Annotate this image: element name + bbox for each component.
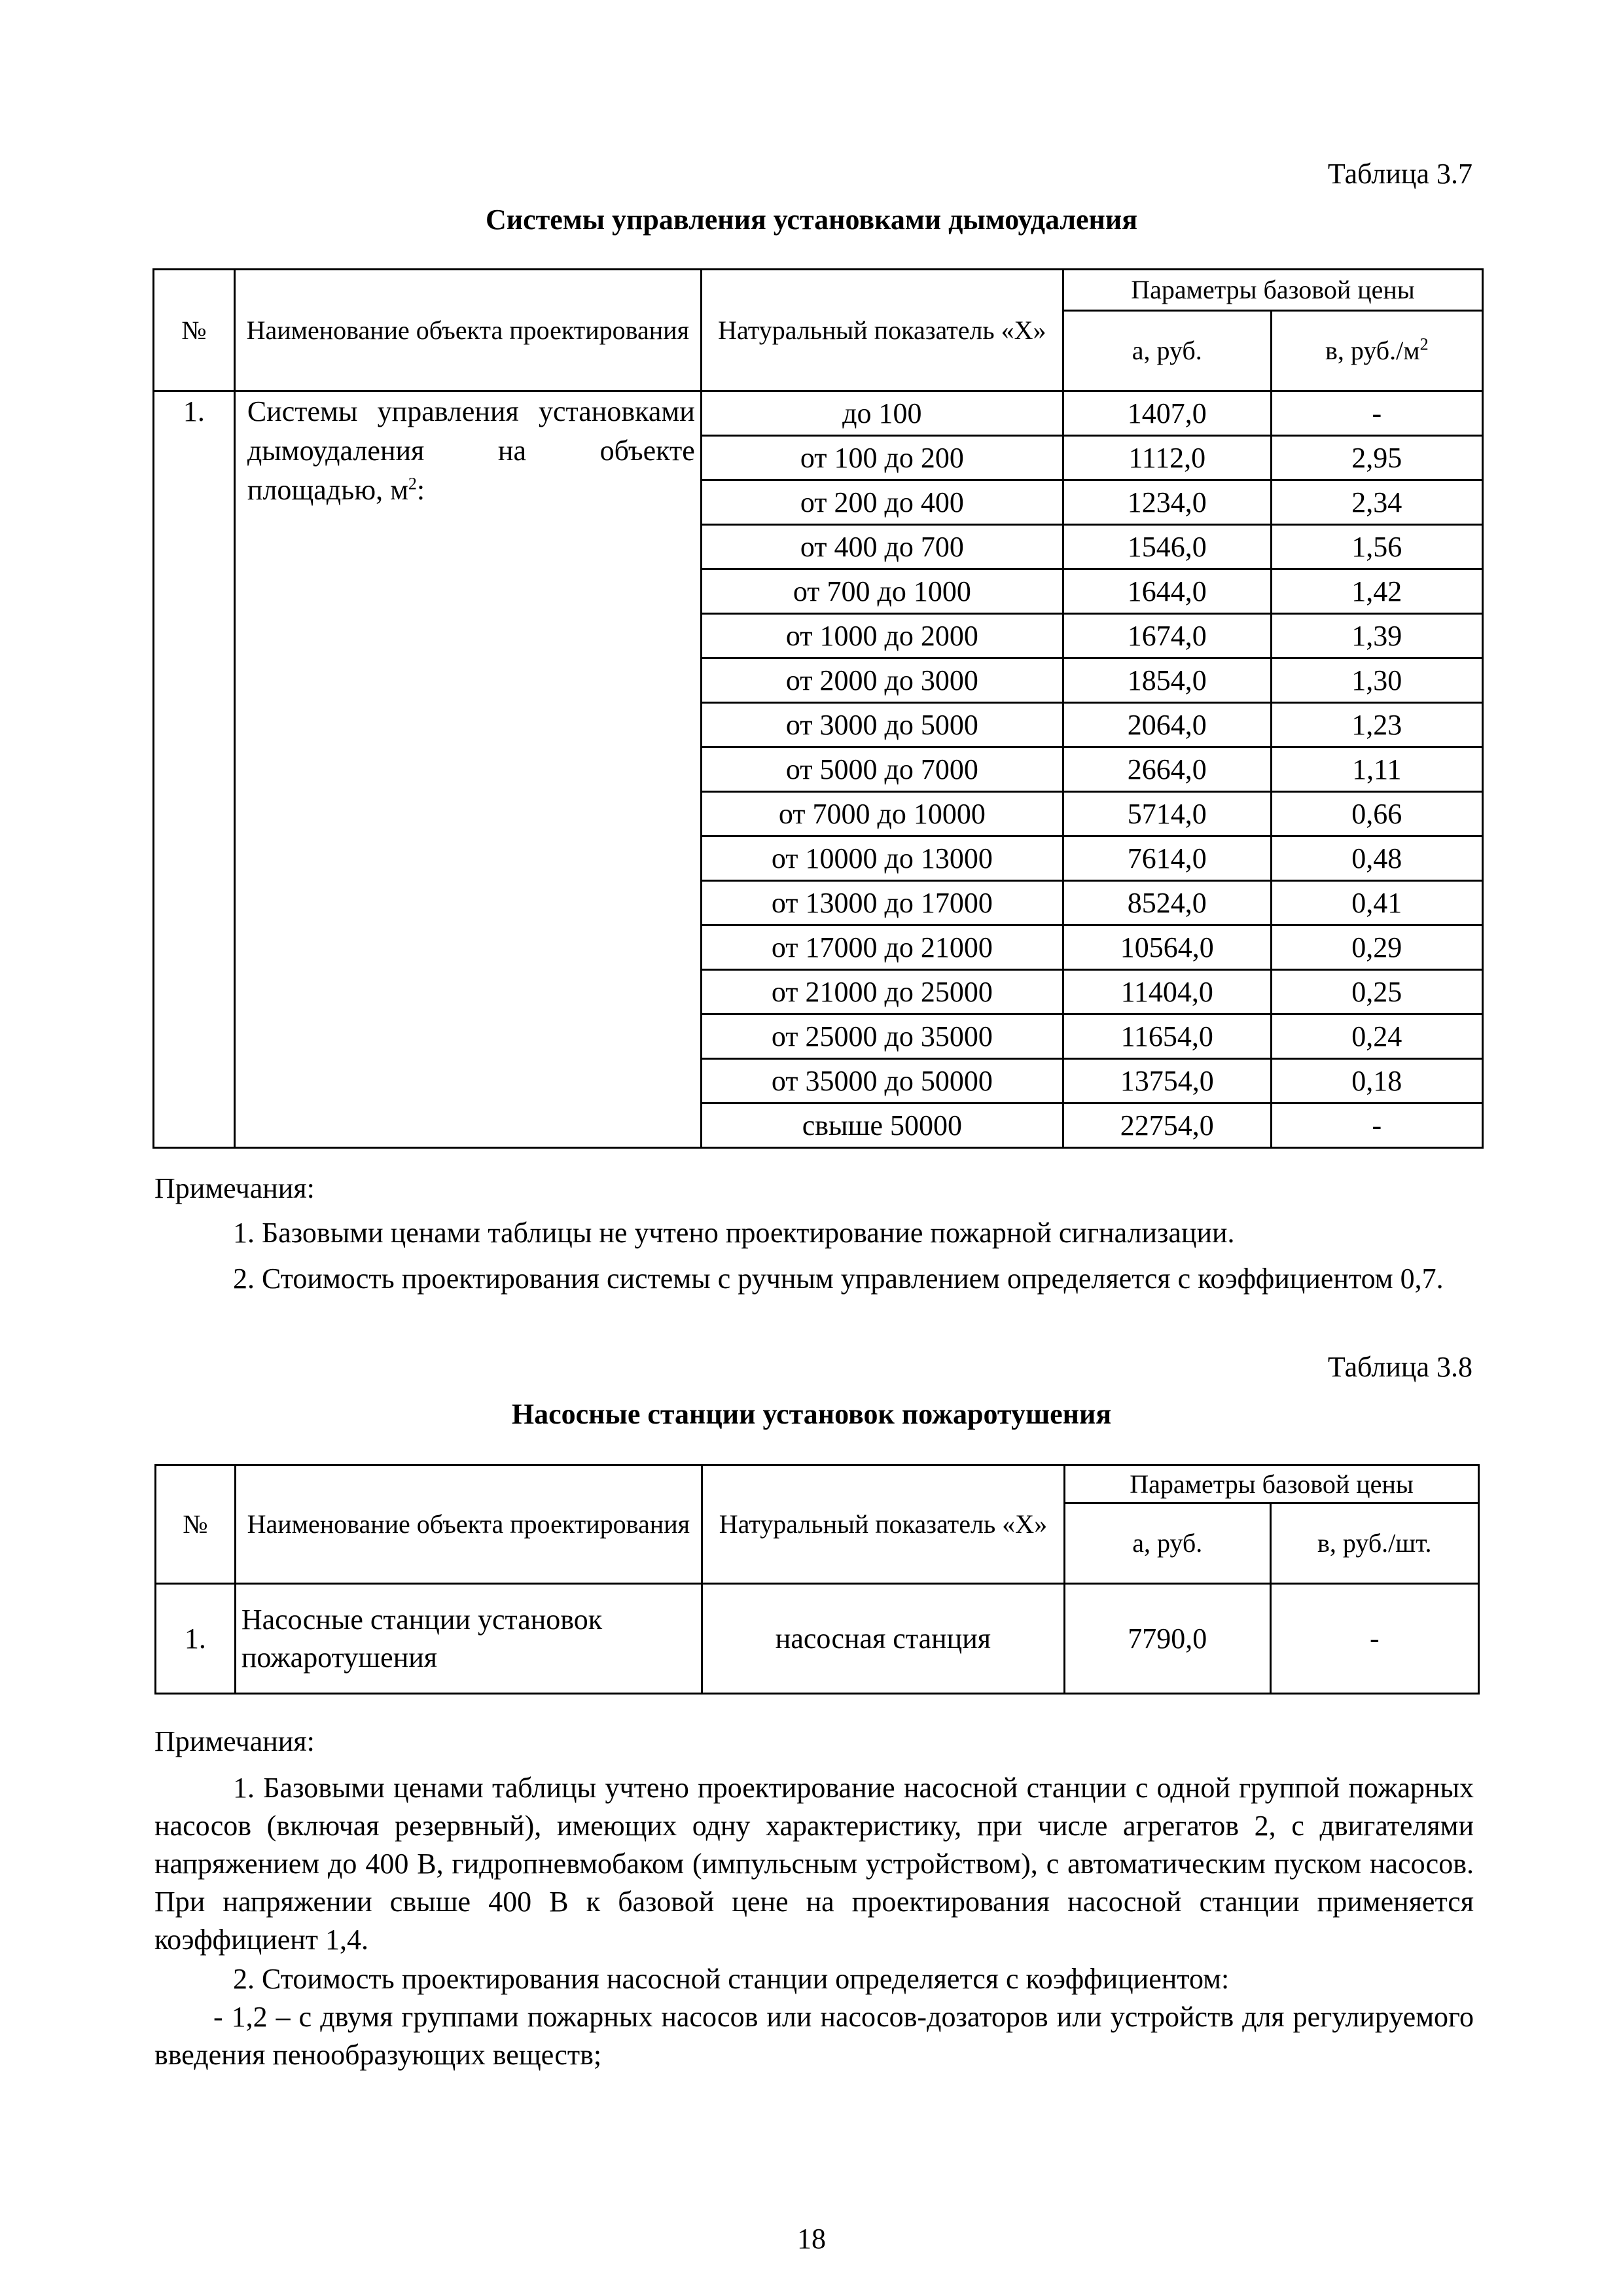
header-name: Наименование объекта проектирования xyxy=(235,1465,702,1584)
cell-a: 1546,0 xyxy=(1063,525,1271,569)
cell-b: 1,30 xyxy=(1271,658,1482,703)
cell-b: 0,66 xyxy=(1271,792,1482,836)
cell-x: от 3000 до 5000 xyxy=(701,703,1063,747)
cell-b: 0,25 xyxy=(1271,970,1482,1014)
table-3-7-note-2: 2. Стоимость проектирования системы с ручным управлением определяется с коэффициентом 0,7. xyxy=(233,1263,1444,1295)
cell-b: 2,34 xyxy=(1271,480,1482,525)
cell-a: 1674,0 xyxy=(1063,614,1271,658)
cell-x: от 1000 до 2000 xyxy=(701,614,1063,658)
header-natural: Натуральный показатель «Х» xyxy=(701,270,1063,391)
cell-x: от 2000 до 3000 xyxy=(701,658,1063,703)
cell-x: от 7000 до 10000 xyxy=(701,792,1063,836)
cell-a: 11404,0 xyxy=(1063,970,1271,1014)
cell-b: 0,18 xyxy=(1271,1059,1482,1103)
cell-x: насосная станция xyxy=(702,1584,1064,1694)
cell-b: 1,56 xyxy=(1271,525,1482,569)
table-3-8-title: Насосные станции установок пожаротушения xyxy=(511,1398,1112,1430)
table-row xyxy=(156,1584,1479,1694)
cell-x: от 21000 до 25000 xyxy=(701,970,1063,1014)
cell-a: 7614,0 xyxy=(1063,836,1271,881)
cell-name-tail: : xyxy=(416,474,425,506)
cell-a: 10564,0 xyxy=(1063,925,1271,970)
header-params: Параметры базовой цены xyxy=(1063,270,1482,311)
cell-b: - xyxy=(1271,1103,1482,1148)
header-b xyxy=(1271,311,1482,391)
cell-b: 0,29 xyxy=(1271,925,1482,970)
cell-name xyxy=(234,391,701,1148)
cell-a: 5714,0 xyxy=(1063,792,1271,836)
table-3-7-title: Системы управления установками дымоудаления xyxy=(485,204,1138,236)
table-3-7-notes-heading: Примечания: xyxy=(154,1172,315,1204)
table-row xyxy=(154,391,1483,436)
table-3-8-label: Таблица 3.8 xyxy=(1327,1351,1472,1383)
cell-x: от 200 до 400 xyxy=(701,480,1063,525)
header-a: а, руб. xyxy=(1063,311,1271,391)
header-name: Наименование объекта проектирования xyxy=(234,270,701,391)
page-number: 18 xyxy=(797,2223,826,2255)
cell-a: 2064,0 xyxy=(1063,703,1271,747)
table-3-8-notes-heading: Примечания: xyxy=(154,1725,315,1757)
cell-a: 13754,0 xyxy=(1063,1059,1271,1103)
cell-x: от 35000 до 50000 xyxy=(701,1059,1063,1103)
cell-a: 1407,0 xyxy=(1063,391,1271,436)
cell-name: Насосные станции установок пожаротушения xyxy=(235,1584,702,1694)
cell-x: от 400 до 700 xyxy=(701,525,1063,569)
cell-b: 0,41 xyxy=(1271,881,1482,925)
cell-b: 0,48 xyxy=(1271,836,1482,881)
cell-x: от 5000 до 7000 xyxy=(701,747,1063,792)
cell-x: от 100 до 200 xyxy=(701,436,1063,480)
cell-b: 2,95 xyxy=(1271,436,1482,480)
cell-x: до 100 xyxy=(701,391,1063,436)
header-num: № xyxy=(154,270,235,391)
cell-b: 1,39 xyxy=(1271,614,1482,658)
cell-b: - xyxy=(1270,1584,1478,1694)
cell-x: свыше 50000 xyxy=(701,1103,1063,1148)
cell-x: от 700 до 1000 xyxy=(701,569,1063,614)
cell-a: 8524,0 xyxy=(1063,881,1271,925)
cell-a: 1234,0 xyxy=(1063,480,1271,525)
cell-a: 1854,0 xyxy=(1063,658,1271,703)
cell-x: от 10000 до 13000 xyxy=(701,836,1063,881)
cell-x: от 13000 до 17000 xyxy=(701,881,1063,925)
table-3-8 xyxy=(154,1464,1480,1695)
cell-name-sup: 2 xyxy=(408,474,417,493)
table-3-8-note-1: 1. Базовыми ценами таблицы учтено проектирование насосной станции с одной группой пожарных насосов (включая резервный), имеющих одну характеристику, при числе агрегатов 2, с двигателями напряжением до 400 В, гидропневмобаком (импульсным устройством), с автоматическим пуском насосов. При напряжении свыше 400 В к базовой цене на проектирования насосной станции применяется коэффициент 1,4. xyxy=(154,1772,1474,1956)
header-a: а, руб. xyxy=(1065,1503,1271,1584)
table-3-7-body xyxy=(154,391,1483,1148)
header-b-text: в, руб./м xyxy=(1325,336,1420,365)
cell-a: 11654,0 xyxy=(1063,1014,1271,1059)
table-3-7 xyxy=(152,268,1484,1149)
cell-b: - xyxy=(1271,391,1482,436)
table-3-7-label: Таблица 3.7 xyxy=(1327,158,1472,190)
cell-b: 1,23 xyxy=(1271,703,1482,747)
cell-a: 1644,0 xyxy=(1063,569,1271,614)
cell-num: 1. xyxy=(154,391,235,1148)
header-num: № xyxy=(156,1465,236,1584)
cell-b: 1,11 xyxy=(1271,747,1482,792)
cell-a: 1112,0 xyxy=(1063,436,1271,480)
cell-name-text: Системы управления установками дымоудаления на объекте площадью, м xyxy=(247,395,695,506)
cell-b: 0,24 xyxy=(1271,1014,1482,1059)
cell-a: 7790,0 xyxy=(1065,1584,1271,1694)
cell-x: от 17000 до 21000 xyxy=(701,925,1063,970)
cell-a: 2664,0 xyxy=(1063,747,1271,792)
cell-num: 1. xyxy=(156,1584,236,1694)
header-params: Параметры базовой цены xyxy=(1065,1465,1479,1503)
table-3-7-note-1: 1. Базовыми ценами таблицы не учтено проектирование пожарной сигнализации. xyxy=(233,1217,1235,1249)
table-3-8-note-3: - 1,2 – с двумя группами пожарных насосов или насосов-дозаторов или устройств для регулируемого введения пенообразующих веществ; xyxy=(154,2001,1474,2071)
header-b-sup: 2 xyxy=(1419,334,1429,354)
cell-x: от 25000 до 35000 xyxy=(701,1014,1063,1059)
cell-b: 1,42 xyxy=(1271,569,1482,614)
header-natural: Натуральный показатель «Х» xyxy=(702,1465,1064,1584)
cell-a: 22754,0 xyxy=(1063,1103,1271,1148)
table-3-8-note-2: 2. Стоимость проектирования насосной станции определяется с коэффициентом: xyxy=(233,1963,1230,1995)
header-b: в, руб./шт. xyxy=(1270,1503,1478,1584)
